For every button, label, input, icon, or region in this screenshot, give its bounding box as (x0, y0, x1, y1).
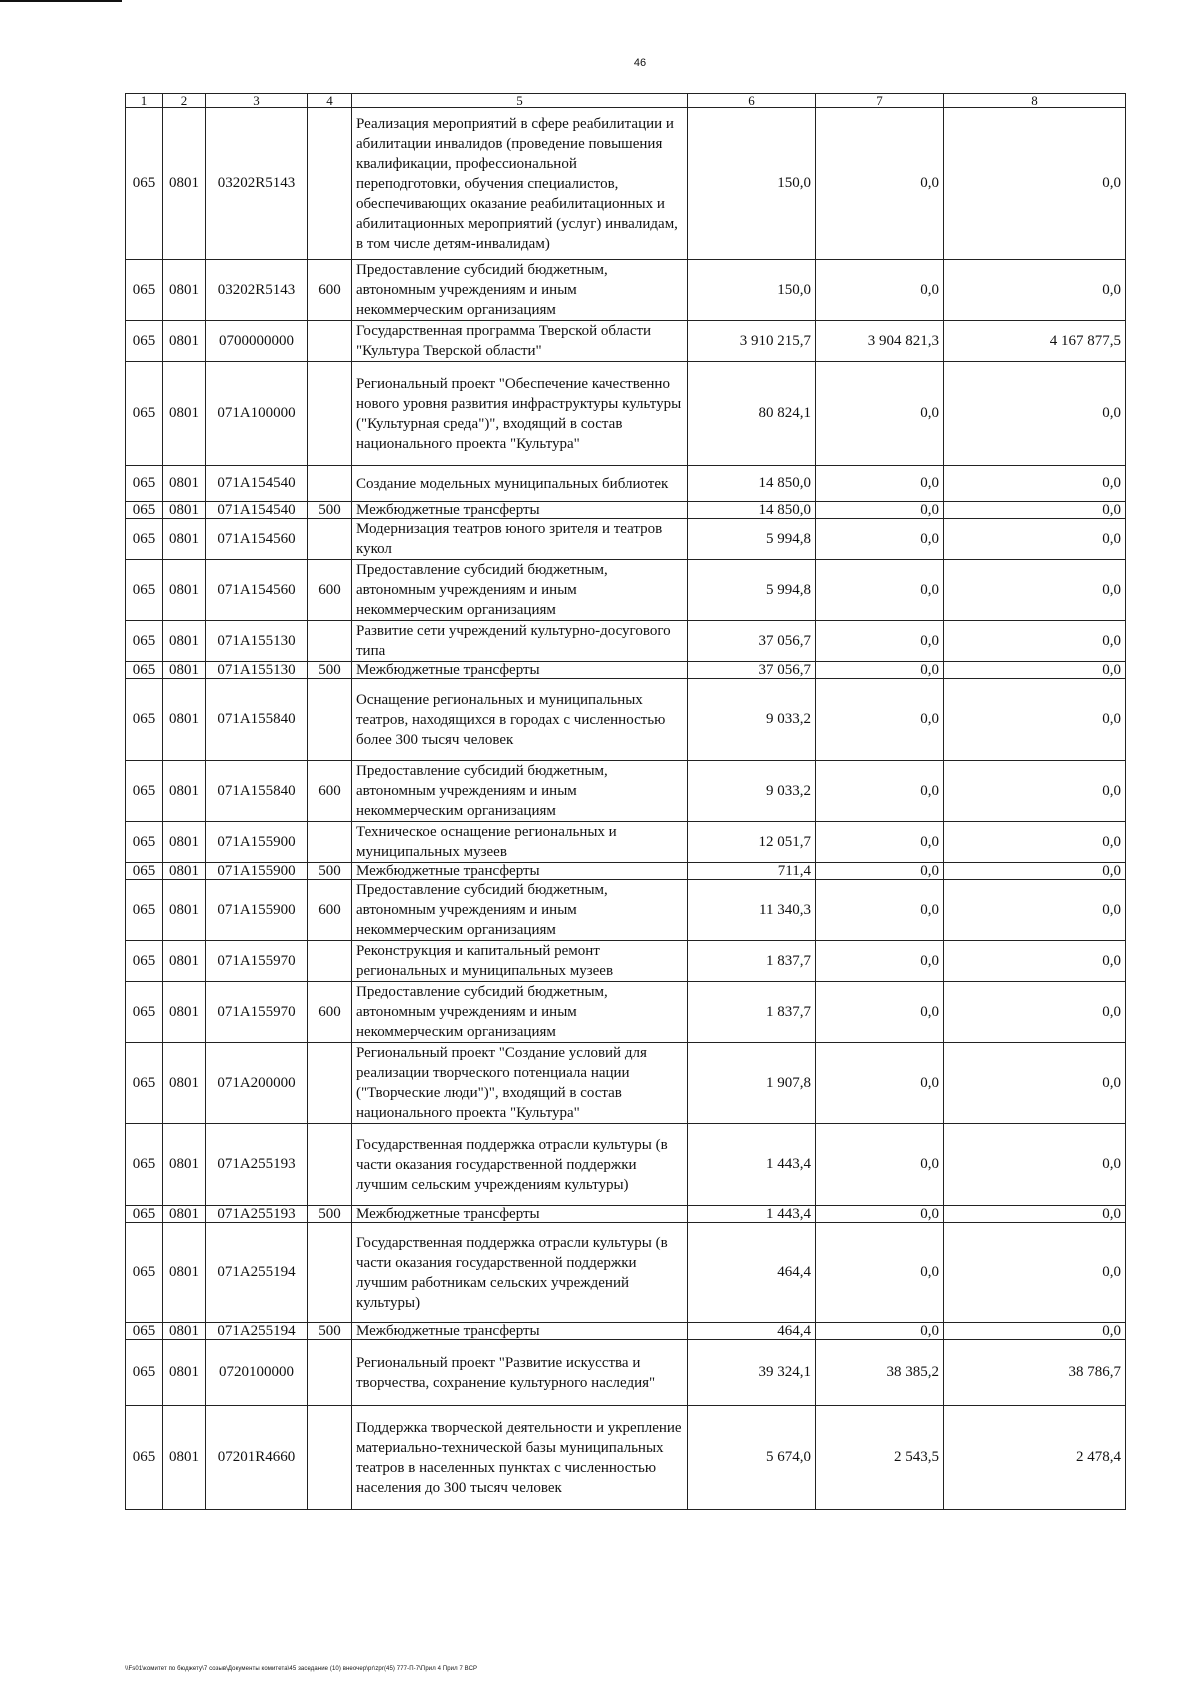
row-description: Предоставление субсидий бюджетным, автономным учреждениям и иным некоммерческим организациям (352, 761, 688, 822)
row-description: Поддержка творческой деятельности и укрепление материально-технической базы муниципальных театров в населенных пунктах с численностью населения до 300 тысяч человек (352, 1406, 688, 1510)
row-amount-col8: 0,0 (944, 1323, 1126, 1340)
header-cell: 3 (206, 94, 308, 108)
row-expense-type (308, 108, 352, 260)
row-amount-col8: 0,0 (944, 502, 1126, 519)
row-amount-col6: 37 056,7 (688, 621, 816, 662)
row-amount-col8: 0,0 (944, 1043, 1126, 1124)
row-expense-type (308, 321, 352, 362)
row-section-code: 0801 (163, 982, 206, 1043)
row-amount-col8: 0,0 (944, 1206, 1126, 1223)
row-description: Региональный проект "Создание условий для реализации творческого потенциала нации ("Творческие люди")", входящий в состав национального проекта "Культура" (352, 1043, 688, 1124)
row-expense-type (308, 1223, 352, 1323)
row-section-code: 0801 (163, 863, 206, 880)
row-amount-col6: 9 033,2 (688, 761, 816, 822)
row-target-article: 071A100000 (206, 362, 308, 466)
row-admin-code: 065 (126, 822, 163, 863)
row-target-article: 071A155130 (206, 662, 308, 679)
row-admin-code: 065 (126, 1340, 163, 1406)
row-amount-col8: 0,0 (944, 941, 1126, 982)
row-admin-code: 065 (126, 880, 163, 941)
table-row (126, 863, 1126, 880)
row-section-code: 0801 (163, 1206, 206, 1223)
row-description: Реализация мероприятий в сфере реабилитации и абилитации инвалидов (проведение повышения квалификации, профессиональной переподготовки, обучения специалистов, обеспечивающих оказание реабилитационных и абилитационных мероприятий (услуг) инвалидам, в том числе детям-инвалидам) (352, 108, 688, 260)
row-admin-code: 065 (126, 662, 163, 679)
row-amount-col7: 0,0 (816, 679, 944, 761)
row-expense-type (308, 1340, 352, 1406)
row-amount-col6: 1 907,8 (688, 1043, 816, 1124)
row-description: Межбюджетные трансферты (352, 1323, 688, 1340)
row-amount-col8: 0,0 (944, 880, 1126, 941)
row-target-article: 0720100000 (206, 1340, 308, 1406)
table-row (126, 1124, 1126, 1206)
header-cell: 4 (308, 94, 352, 108)
row-section-code: 0801 (163, 679, 206, 761)
row-description: Создание модельных муниципальных библиотек (352, 466, 688, 502)
row-admin-code: 065 (126, 1323, 163, 1340)
row-expense-type (308, 822, 352, 863)
row-expense-type (308, 1124, 352, 1206)
row-expense-type: 600 (308, 880, 352, 941)
table-row (126, 679, 1126, 761)
row-section-code: 0801 (163, 560, 206, 621)
row-amount-col7: 0,0 (816, 761, 944, 822)
table-row (126, 822, 1126, 863)
row-description: Региональный проект "Обеспечение качественно нового уровня развития инфраструктуры культуры ("Культурная среда")", входящий в состав национального проекта "Культура" (352, 362, 688, 466)
row-amount-col6: 39 324,1 (688, 1340, 816, 1406)
table-row (126, 1323, 1126, 1340)
row-amount-col7: 0,0 (816, 519, 944, 560)
row-description: Государственная поддержка отрасли культуры (в части оказания государственной поддержки лучшим работникам сельских учреждений культуры) (352, 1223, 688, 1323)
table-row (126, 880, 1126, 941)
row-amount-col6: 37 056,7 (688, 662, 816, 679)
row-amount-col8: 0,0 (944, 519, 1126, 560)
row-target-article: 071A155840 (206, 761, 308, 822)
row-amount-col8: 4 167 877,5 (944, 321, 1126, 362)
table-row (126, 321, 1126, 362)
row-expense-type (308, 466, 352, 502)
row-description: Развитие сети учреждений культурно-досугового типа (352, 621, 688, 662)
row-admin-code: 065 (126, 1206, 163, 1223)
row-section-code: 0801 (163, 260, 206, 321)
table-row (126, 662, 1126, 679)
row-expense-type (308, 362, 352, 466)
budget-table (125, 93, 1126, 1510)
row-amount-col6: 80 824,1 (688, 362, 816, 466)
row-description: Государственная поддержка отрасли культуры (в части оказания государственной поддержки лучшим сельским учреждениям культуры) (352, 1124, 688, 1206)
row-expense-type (308, 941, 352, 982)
row-section-code: 0801 (163, 1043, 206, 1124)
row-target-article: 071A154540 (206, 466, 308, 502)
row-amount-col7: 0,0 (816, 941, 944, 982)
row-target-article: 071A155840 (206, 679, 308, 761)
row-expense-type: 600 (308, 260, 352, 321)
row-amount-col7: 0,0 (816, 560, 944, 621)
row-admin-code: 065 (126, 1043, 163, 1124)
row-section-code: 0801 (163, 1340, 206, 1406)
row-amount-col8: 0,0 (944, 679, 1126, 761)
row-admin-code: 065 (126, 108, 163, 260)
table-row (126, 982, 1126, 1043)
row-section-code: 0801 (163, 1406, 206, 1510)
row-amount-col7: 0,0 (816, 502, 944, 519)
row-description: Оснащение региональных и муниципальных театров, находящихся в городах с численностью более 300 тысяч человек (352, 679, 688, 761)
row-expense-type: 500 (308, 863, 352, 880)
row-section-code: 0801 (163, 362, 206, 466)
row-description: Межбюджетные трансферты (352, 662, 688, 679)
row-amount-col8: 38 786,7 (944, 1340, 1126, 1406)
table-row (126, 502, 1126, 519)
row-description: Предоставление субсидий бюджетным, автономным учреждениям и иным некоммерческим организациям (352, 982, 688, 1043)
row-amount-col7: 0,0 (816, 822, 944, 863)
row-section-code: 0801 (163, 662, 206, 679)
file-path-footer: \\Fs01\комитет по бюджету\7 созыв\Документы комитета\45 заседание (10) внеочер\pr\zpr(45) 777-П-7\Прил 4 Прил 7 ВСР (125, 1666, 478, 1672)
row-expense-type: 500 (308, 1323, 352, 1340)
row-amount-col7: 0,0 (816, 362, 944, 466)
row-admin-code: 065 (126, 1124, 163, 1206)
row-amount-col6: 5 674,0 (688, 1406, 816, 1510)
row-amount-col7: 3 904 821,3 (816, 321, 944, 362)
row-expense-type: 600 (308, 761, 352, 822)
table-row (126, 560, 1126, 621)
table-row (126, 519, 1126, 560)
row-amount-col8: 0,0 (944, 560, 1126, 621)
row-amount-col7: 0,0 (816, 863, 944, 880)
row-description: Техническое оснащение региональных и муниципальных музеев (352, 822, 688, 863)
row-amount-col8: 0,0 (944, 466, 1126, 502)
row-amount-col7: 0,0 (816, 621, 944, 662)
row-amount-col8: 2 478,4 (944, 1406, 1126, 1510)
row-amount-col6: 711,4 (688, 863, 816, 880)
header-cell: 6 (688, 94, 816, 108)
row-admin-code: 065 (126, 519, 163, 560)
row-target-article: 071A255194 (206, 1323, 308, 1340)
row-admin-code: 065 (126, 621, 163, 662)
row-section-code: 0801 (163, 321, 206, 362)
row-admin-code: 065 (126, 1406, 163, 1510)
row-amount-col8: 0,0 (944, 621, 1126, 662)
row-description: Предоставление субсидий бюджетным, автономным учреждениям и иным некоммерческим организациям (352, 880, 688, 941)
row-amount-col6: 3 910 215,7 (688, 321, 816, 362)
row-admin-code: 065 (126, 679, 163, 761)
table-row (126, 621, 1126, 662)
row-target-article: 071A200000 (206, 1043, 308, 1124)
row-admin-code: 065 (126, 260, 163, 321)
row-admin-code: 065 (126, 321, 163, 362)
row-expense-type (308, 1406, 352, 1510)
row-admin-code: 065 (126, 1223, 163, 1323)
row-section-code: 0801 (163, 1124, 206, 1206)
table-row (126, 761, 1126, 822)
row-description: Межбюджетные трансферты (352, 502, 688, 519)
row-description: Модернизация театров юного зрителя и театров кукол (352, 519, 688, 560)
row-amount-col7: 0,0 (816, 1124, 944, 1206)
table-row (126, 108, 1126, 260)
row-amount-col6: 1 837,7 (688, 982, 816, 1043)
row-target-article: 071A255194 (206, 1223, 308, 1323)
row-amount-col7: 0,0 (816, 982, 944, 1043)
row-target-article: 0700000000 (206, 321, 308, 362)
row-target-article: 071A154560 (206, 560, 308, 621)
table-row (126, 1043, 1126, 1124)
row-amount-col7: 0,0 (816, 108, 944, 260)
row-amount-col6: 5 994,8 (688, 519, 816, 560)
row-section-code: 0801 (163, 941, 206, 982)
row-amount-col7: 0,0 (816, 1206, 944, 1223)
row-section-code: 0801 (163, 822, 206, 863)
row-amount-col7: 0,0 (816, 1043, 944, 1124)
row-amount-col6: 150,0 (688, 108, 816, 260)
row-description: Государственная программа Тверской области "Культура Тверской области" (352, 321, 688, 362)
row-amount-col7: 0,0 (816, 662, 944, 679)
row-target-article: 071A255193 (206, 1206, 308, 1223)
row-amount-col6: 12 051,7 (688, 822, 816, 863)
row-section-code: 0801 (163, 1223, 206, 1323)
row-amount-col7: 2 543,5 (816, 1406, 944, 1510)
row-target-article: 071A155900 (206, 822, 308, 863)
row-amount-col8: 0,0 (944, 662, 1126, 679)
row-expense-type: 500 (308, 1206, 352, 1223)
page-number: 46 (633, 57, 647, 69)
row-section-code: 0801 (163, 108, 206, 260)
row-amount-col7: 38 385,2 (816, 1340, 944, 1406)
row-amount-col8: 0,0 (944, 362, 1126, 466)
row-admin-code: 065 (126, 761, 163, 822)
row-admin-code: 065 (126, 560, 163, 621)
row-amount-col6: 14 850,0 (688, 502, 816, 519)
row-amount-col8: 0,0 (944, 1223, 1126, 1323)
header-row (126, 94, 1126, 108)
row-amount-col8: 0,0 (944, 260, 1126, 321)
top-edge-line (0, 0, 122, 2)
row-expense-type: 500 (308, 502, 352, 519)
row-amount-col7: 0,0 (816, 260, 944, 321)
row-admin-code: 065 (126, 863, 163, 880)
row-admin-code: 065 (126, 941, 163, 982)
row-expense-type (308, 679, 352, 761)
row-admin-code: 065 (126, 982, 163, 1043)
row-amount-col6: 9 033,2 (688, 679, 816, 761)
row-amount-col8: 0,0 (944, 1124, 1126, 1206)
row-expense-type: 600 (308, 560, 352, 621)
row-amount-col8: 0,0 (944, 822, 1126, 863)
row-amount-col8: 0,0 (944, 761, 1126, 822)
row-amount-col6: 5 994,8 (688, 560, 816, 621)
row-target-article: 07201R4660 (206, 1406, 308, 1510)
row-amount-col6: 1 837,7 (688, 941, 816, 982)
table-row (126, 1340, 1126, 1406)
row-description: Региональный проект "Развитие искусства и творчества, сохранение культурного наследия" (352, 1340, 688, 1406)
row-amount-col7: 0,0 (816, 466, 944, 502)
row-admin-code: 065 (126, 362, 163, 466)
row-section-code: 0801 (163, 621, 206, 662)
row-target-article: 03202R5143 (206, 260, 308, 321)
row-target-article: 071A155900 (206, 880, 308, 941)
header-cell: 1 (126, 94, 163, 108)
table-row (126, 1406, 1126, 1510)
row-description: Межбюджетные трансферты (352, 1206, 688, 1223)
row-amount-col6: 1 443,4 (688, 1206, 816, 1223)
row-amount-col7: 0,0 (816, 880, 944, 941)
row-section-code: 0801 (163, 880, 206, 941)
row-section-code: 0801 (163, 466, 206, 502)
row-amount-col8: 0,0 (944, 108, 1126, 260)
row-amount-col6: 464,4 (688, 1223, 816, 1323)
row-description: Межбюджетные трансферты (352, 863, 688, 880)
row-amount-col6: 14 850,0 (688, 466, 816, 502)
row-target-article: 071A255193 (206, 1124, 308, 1206)
table-row (126, 1206, 1126, 1223)
header-cell: 5 (352, 94, 688, 108)
header-cell: 2 (163, 94, 206, 108)
table-row (126, 941, 1126, 982)
table-row (126, 466, 1126, 502)
row-admin-code: 065 (126, 502, 163, 519)
row-admin-code: 065 (126, 466, 163, 502)
row-section-code: 0801 (163, 1323, 206, 1340)
row-amount-col7: 0,0 (816, 1323, 944, 1340)
row-target-article: 071A154540 (206, 502, 308, 519)
row-amount-col6: 1 443,4 (688, 1124, 816, 1206)
table-row (126, 1223, 1126, 1323)
row-expense-type (308, 519, 352, 560)
row-target-article: 071A155970 (206, 982, 308, 1043)
row-amount-col8: 0,0 (944, 982, 1126, 1043)
row-section-code: 0801 (163, 761, 206, 822)
row-target-article: 071A154560 (206, 519, 308, 560)
row-description: Предоставление субсидий бюджетным, автономным учреждениям и иным некоммерческим организациям (352, 560, 688, 621)
row-expense-type: 600 (308, 982, 352, 1043)
header-cell: 8 (944, 94, 1126, 108)
row-description: Реконструкция и капитальный ремонт региональных и муниципальных музеев (352, 941, 688, 982)
row-target-article: 03202R5143 (206, 108, 308, 260)
table-row (126, 362, 1126, 466)
table-row (126, 260, 1126, 321)
row-amount-col6: 150,0 (688, 260, 816, 321)
row-expense-type (308, 1043, 352, 1124)
row-amount-col6: 464,4 (688, 1323, 816, 1340)
row-description: Предоставление субсидий бюджетным, автономным учреждениям и иным некоммерческим организациям (352, 260, 688, 321)
row-target-article: 071A155970 (206, 941, 308, 982)
row-section-code: 0801 (163, 519, 206, 560)
row-target-article: 071A155900 (206, 863, 308, 880)
table-body (126, 108, 1126, 1510)
row-target-article: 071A155130 (206, 621, 308, 662)
row-amount-col7: 0,0 (816, 1223, 944, 1323)
row-expense-type (308, 621, 352, 662)
row-section-code: 0801 (163, 502, 206, 519)
row-amount-col8: 0,0 (944, 863, 1126, 880)
row-amount-col6: 11 340,3 (688, 880, 816, 941)
row-expense-type: 500 (308, 662, 352, 679)
header-cell: 7 (816, 94, 944, 108)
